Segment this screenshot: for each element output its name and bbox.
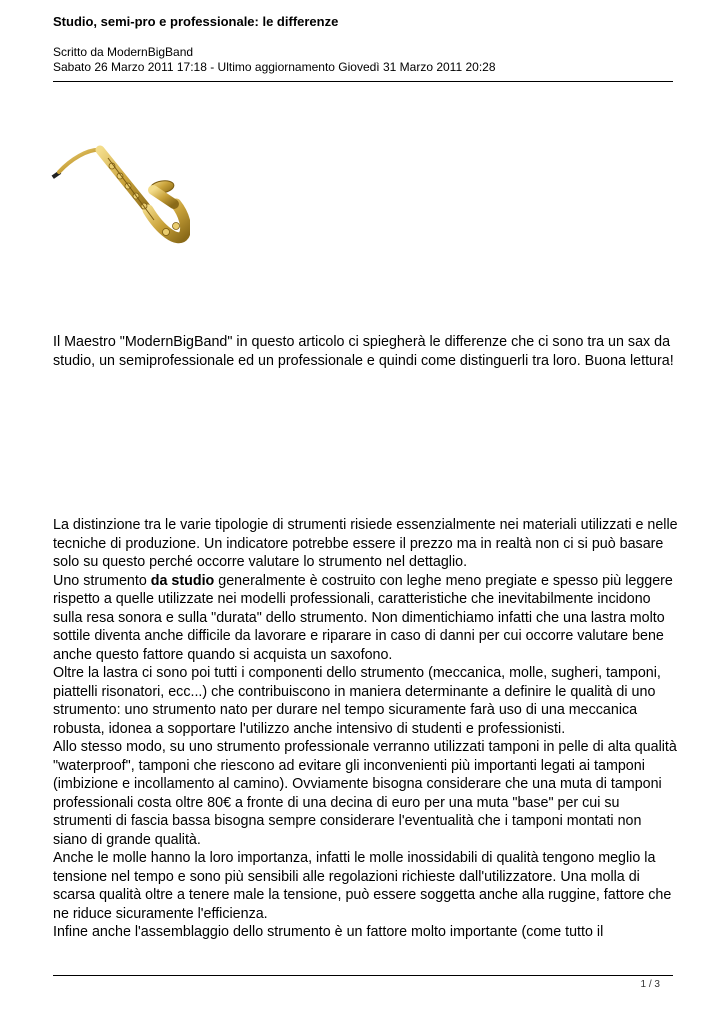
paragraph-3: Oltre la lastra ci sono poi tutti i componenti dello strumento (meccanica, molle, sugheri, tamponi, piattelli risonatori, ecc...) che contribuiscono in maniera determinante a definire le qualità di uno strumento: uno strumento nato per durare nel tempo sicuramente farà uso di una meccanica robusta, idonea a sopportare l'utilizzo anche intensivo di studenti e professionisti. <box>53 665 661 737</box>
date-line: Sabato 26 Marzo 2011 17:18 - Ultimo aggiornamento Giovedì 31 Marzo 2011 20:28 <box>53 60 496 74</box>
page-number: 1 / 3 <box>640 979 660 990</box>
paragraph-6: Infine anche l'assemblaggio dello strumento è un fattore molto importante (come tutto il <box>53 924 604 940</box>
intro-paragraph: Il Maestro "ModernBigBand" in questo articolo ci spiegherà le differenze che ci sono tra un sax da studio, un semiprofessionale ed un professionale e quindi come distinguerli tra loro. Buona lettura! <box>53 334 674 369</box>
paragraph-5: Anche le molle hanno la loro importanza, infatti le molle inossidabili di qualità tengono meglio la tensione nel tempo e sono più sensibili alle regolazioni richieste dall'utilizzatore. Una molla di scarsa qualità oltre a tenere male la tensione, può essere soggetta anche alla ruggine, fattore che ne riduce sicuramente l'efficienza. <box>53 850 672 922</box>
header-divider <box>53 81 673 82</box>
author-line: Scritto da ModernBigBand <box>53 45 194 59</box>
saxophone-icon <box>50 140 190 250</box>
document-header <box>53 13 673 75</box>
article-body <box>53 516 678 942</box>
paragraph-2: Uno strumento da studio generalmente è costruito con leghe meno pregiate e spesso più leggere rispetto a quelle utilizzate nei modelli professionali, caratteristiche che inevitabilmente incidono sulla resa sonora e sulla "durata" dello strumento. Non dimentichiamo infatti che una lastra molto sottile diventa anche difficile da lavorare e riparare in caso di danni per cui occorre valutare bene anche questo fattore quando si acquista un saxofono. <box>53 572 673 663</box>
article-meta <box>53 45 673 75</box>
footer-divider <box>53 975 673 976</box>
paragraph-1: La distinzione tra le varie tipologie di strumenti risiede essenzialmente nei materiali utilizzati e nelle tecniche di produzione. Un indicatore potrebbe essere il prezzo ma in realtà non ci si può basare solo su questo perché occorre valutare lo strumento nel dettaglio. <box>53 517 678 570</box>
paragraph-4: Allo stesso modo, su uno strumento professionale verranno utilizzati tamponi in pelle di alta qualità "waterproof", tamponi che riescono ad evitare gli inconvenienti più importanti legati ai tamponi (imbizione e incollamento al camino). Ovviamente bisogna considerare che una muta di tamponi professionali costa oltre 80€ a fronte di una decina di euro per una muta "base" per cui su strumenti di fascia bassa bisogna sempre considerare l'eventualità che i tamponi montati non siano di grande qualità. <box>53 739 677 848</box>
bold-term: da studio <box>150 572 215 589</box>
page-title: Studio, semi-pro e professionale: le differenze <box>53 14 339 29</box>
